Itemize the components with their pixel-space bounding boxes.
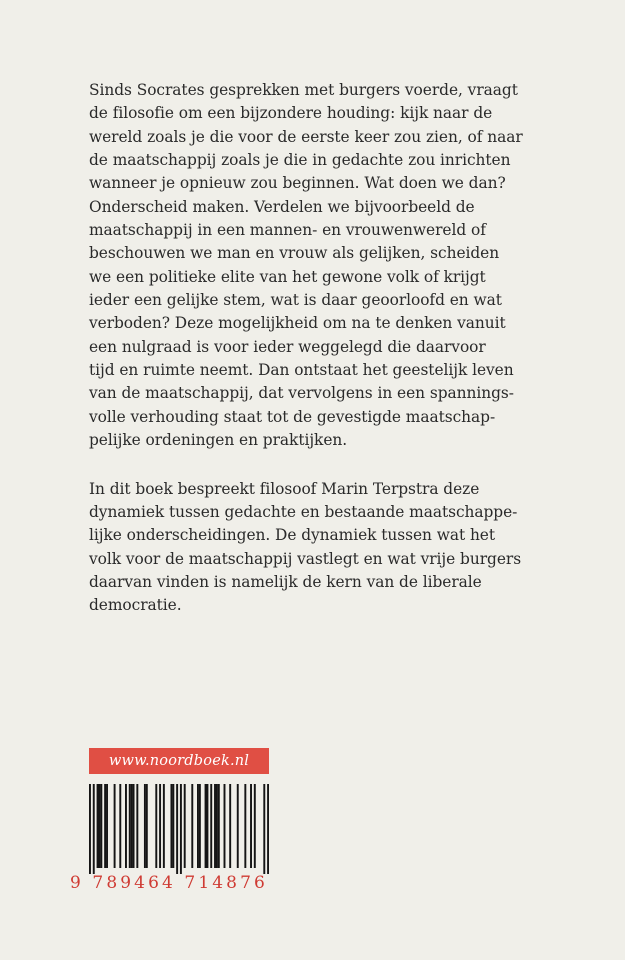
- isbn-barcode: [89, 784, 269, 874]
- blurb-paragraph-1: Sinds Socrates gesprekken met burgers voerde, vraagt de filosofie om een bijzondere houding: kijk naar de wereld zoals je die voor de eerste keer zou zien, of naar de maatschappij zoals je die in gedachte zou inrichten wanneer je opnieuw zou beginnen. Wat doen we dan? Onderscheid maken. Verdelen we bijvoorbeeld de maatschappij in een mannen- en vrouwenwereld of beschouwen we man en vrouw als gelijken, scheiden we een politieke elite van het gewone volk of krijgt ieder een gelijke stem, wat is daar geoorloofd en wat verboden? Deze mogelijkheid om na te denken vanuit een nulgraad is voor ieder weggelegd die daarvoor tijd en ruimte neemt. Dan ontstaat het geestelijk leven van de maatschappij, dat vervolgens in een spannings- volle verhouding staat tot de gevestigde maatschap- pelijke ordeningen en praktijken.: [89, 81, 523, 450]
- barcode-bar: [172, 784, 174, 868]
- barcode-bar: [218, 784, 220, 868]
- barcode-bar: [263, 784, 265, 874]
- barcode-bar: [191, 784, 193, 868]
- barcode-bar: [125, 784, 127, 868]
- barcode-bar: [170, 784, 172, 868]
- barcode-bar: [97, 784, 99, 868]
- barcode-bar: [89, 784, 91, 874]
- barcode-bar: [216, 784, 218, 868]
- barcode-bar: [159, 784, 161, 868]
- barcode-bar: [98, 784, 100, 868]
- barcode-bar: [267, 784, 269, 874]
- blurb-paragraph-2: In dit boek bespreekt filosoof Marin Terpstra deze dynamiek tussen gedachte en bestaande maatschappe- lijke onderscheidingen. De dynamiek tussen wat het volk voor de maatschappij vastlegt en wat vrije burgers daarvan vinden is namelijk de kern van de liberale democratie.: [89, 479, 522, 615]
- barcode-bar: [93, 784, 95, 874]
- barcode-bar: [114, 784, 116, 868]
- barcode-bar: [197, 784, 199, 868]
- back-cover-text: [89, 79, 534, 618]
- barcode-bar: [180, 784, 182, 874]
- barcode-bar: [104, 784, 106, 868]
- barcode-bar: [250, 784, 252, 868]
- publisher-website-label: www.noordboek.nl: [89, 748, 269, 774]
- barcode-bar: [229, 784, 231, 868]
- barcode-bar: [106, 784, 108, 868]
- barcode-bar: [210, 784, 212, 868]
- barcode-bar: [144, 784, 146, 868]
- barcode-bar: [163, 784, 165, 868]
- barcode-bar: [206, 784, 208, 868]
- barcode-bar: [184, 784, 186, 868]
- barcode-bar: [133, 784, 135, 868]
- isbn-number: 9 789464 714876: [70, 873, 268, 893]
- barcode-bar: [136, 784, 138, 868]
- barcode-bar: [100, 784, 102, 868]
- barcode-bar: [254, 784, 256, 868]
- barcode-bar: [119, 784, 121, 868]
- barcode-bar: [199, 784, 201, 868]
- barcode-bar: [155, 784, 157, 868]
- barcode-bar: [176, 784, 178, 874]
- barcode-bar: [146, 784, 148, 868]
- barcode-bar: [214, 784, 216, 868]
- barcode-bar: [205, 784, 207, 868]
- barcode-bar: [129, 784, 131, 868]
- barcode-bar: [224, 784, 226, 868]
- barcode-bar: [244, 784, 246, 868]
- barcode-bar: [131, 784, 133, 868]
- barcode-bar: [237, 784, 239, 868]
